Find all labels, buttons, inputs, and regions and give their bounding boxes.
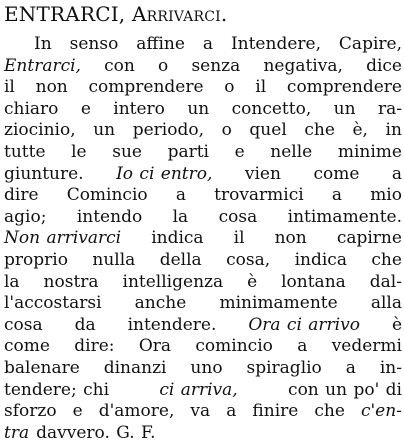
headword: ENTRARCI, [4, 2, 126, 26]
text-line: Entrarci, con o senza negativa, dice [4, 55, 402, 76]
text-line: tendere; chi ci arriva, con un po' di [4, 379, 402, 400]
text-line: la nostra intelligenza è lontana dal- [4, 271, 402, 292]
text-line: balenare dinanzi uno spiraglio a in- [4, 357, 402, 378]
variant-headword: Arrivarci. [131, 2, 228, 26]
text-line-last: tra davvero. G. F. [4, 422, 156, 443]
entry-heading [4, 0, 227, 28]
text-line: In senso affine a Intendere, Capire, [34, 34, 402, 54]
text-line: cosa da intendere. Ora ci arrivo è [4, 314, 402, 335]
text-line: il non comprendere o il comprendere [4, 77, 402, 98]
entry-body [4, 34, 402, 444]
text-line: chiaro e intero un concetto, un ra- [4, 98, 402, 119]
text-line: l'accostarsi anche minimamente alla [4, 293, 402, 314]
text-line: giunture. Io ci entro, vien come a [4, 163, 402, 184]
text-line: dire Comincio a trovarmici a mio [4, 185, 402, 206]
text-line: come dire: Ora comincio a vedermi [4, 336, 402, 357]
text-line: tutte le sue parti e nelle minime [4, 141, 402, 162]
text-line: Non arrivarci indica il non capirne [4, 228, 402, 249]
text-line: proprio nulla della cosa, indica che [4, 249, 402, 270]
text-line: ziocinio, un periodo, o quel che è, in [4, 120, 402, 141]
text-line: sforzo e d'amore, va a finire che c'en- [4, 401, 402, 422]
text-line: agio; intendo la cosa intimamente. [4, 206, 402, 227]
